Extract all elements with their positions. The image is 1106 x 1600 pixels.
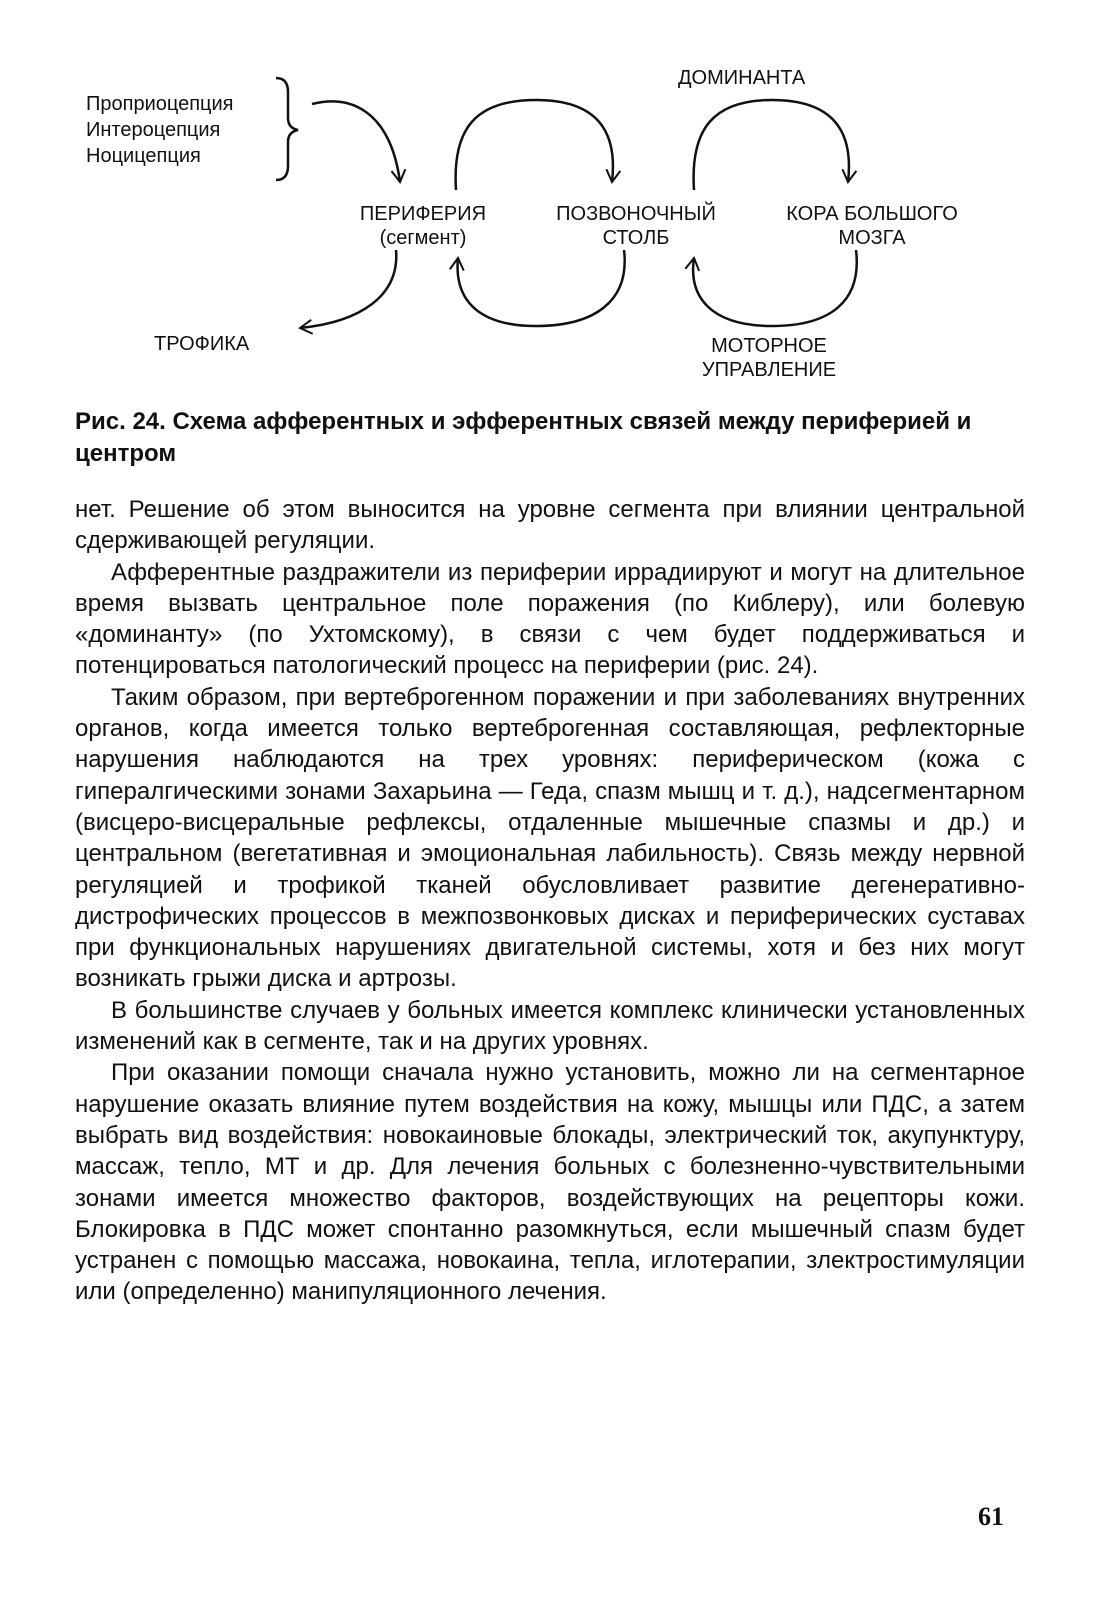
label-periphery-line2: (сегмент): [379, 227, 467, 249]
label-periphery-line1: ПЕРИФЕРИЯ: [359, 203, 487, 225]
label-spine: [546, 202, 726, 250]
paragraph-2: Афферентные раздражители из периферии иррадиируют и могут на длительное время вызвать центральное поле поражения (по Киблеру), или болевую «доминанту» (по Ухтомскому), в связи с чем будет поддерживаться и потенцироваться патологический процесс на периферии (рис. 24).: [75, 558, 1025, 680]
arrow-spine-to-cortex: [694, 100, 849, 190]
page-number: 61: [978, 1502, 1004, 1531]
figure-24-diagram: [0, 0, 1106, 400]
label-motor-line2: УПРАВЛЕНИЕ: [701, 359, 837, 381]
body-text: [75, 494, 1025, 1308]
arrow-periphery-to-spine: [456, 100, 613, 190]
input-brace: [276, 78, 298, 180]
arrow-cortex-to-spine: [693, 250, 857, 326]
label-periphery: [348, 202, 498, 250]
label-dominant: ДОМИНАНТА: [678, 67, 806, 89]
paragraph-3: Таким образом, при вертеброгенном поражении и при заболеваниях внутренних органов, когда имеется только вертеброгенная составляющая, рефлекторные нарушения наблюдаются на трех уровнях: периферическом (кожа с гипералгическими зонами Захарьина — Геда, спазм мышц и т. д.), надсегментарном (висцеро-висцеральные рефлексы, отдаленные мышечные спазмы и др.) и центральном (вегетативная и эмоциональная лабильность). Связь между нервной регуляцией и трофикой тканей обусловливает развитие дегенеративно-дистрофических процессов в межпозвонковых дисках и периферических суставах при функциональных нарушениях двигательной системы, хотя и без них могут возникать грыжи диска и артрозы.: [75, 683, 1025, 993]
label-spine-line1: ПОЗВОНОЧНЫЙ: [556, 203, 716, 225]
arrow-periphery-to-trophics: [300, 250, 396, 328]
input-nociception: Ноцицепция: [86, 145, 201, 167]
label-motor-line1: МОТОРНОЕ: [711, 335, 827, 357]
label-cortex: [772, 202, 972, 250]
label-spine-line2: СТОЛБ: [602, 227, 670, 249]
paragraph-1: нет. Решение об этом выносится на уровне сегмента при влиянии центральной сдерживающей регуляции.: [75, 496, 1025, 555]
input-proprioception: Проприоцепция: [86, 93, 234, 115]
paragraph-4: В большинстве случаев у больных имеется комплекс клинически установленных изменений как в сегменте, так и на других уровнях.: [75, 996, 1025, 1056]
label-motor-control: [684, 334, 854, 382]
input-interoception: Интероцепция: [86, 119, 221, 141]
label-cortex-line1: КОРА БОЛЬШОГО: [786, 203, 958, 225]
arrow-spine-to-periphery: [458, 250, 625, 326]
label-cortex-line2: МОЗГА: [838, 227, 906, 249]
paragraph-5: При оказании помощи сначала нужно установить, можно ли на сегментарное нарушение оказать влияние путем воздействия на кожу, мышцы или ПДС, а затем выбрать вид воздействия: новокаиновые блокады, электрический ток, акупунктуру, массаж, тепло, МТ и др. Для лечения больных с болезненно-чувствительными зонами имеется множество факторов, воздействующих на рецепторы кожи. Блокировка в ПДС может спонтанно разомкнуться, если мышечный спазм будет устранен с помощью массажа, новокаина, тепла, иглотерапии, злектростимуляции или (определенно) манипуляционного лечения.: [75, 1059, 1025, 1306]
arrow-inputs-to-periphery: [312, 101, 400, 182]
figure-caption: Рис. 24. Схема афферентных и эфферентных связей между периферией и центром: [75, 408, 972, 467]
label-trophics: ТРОФИКА: [154, 333, 250, 355]
